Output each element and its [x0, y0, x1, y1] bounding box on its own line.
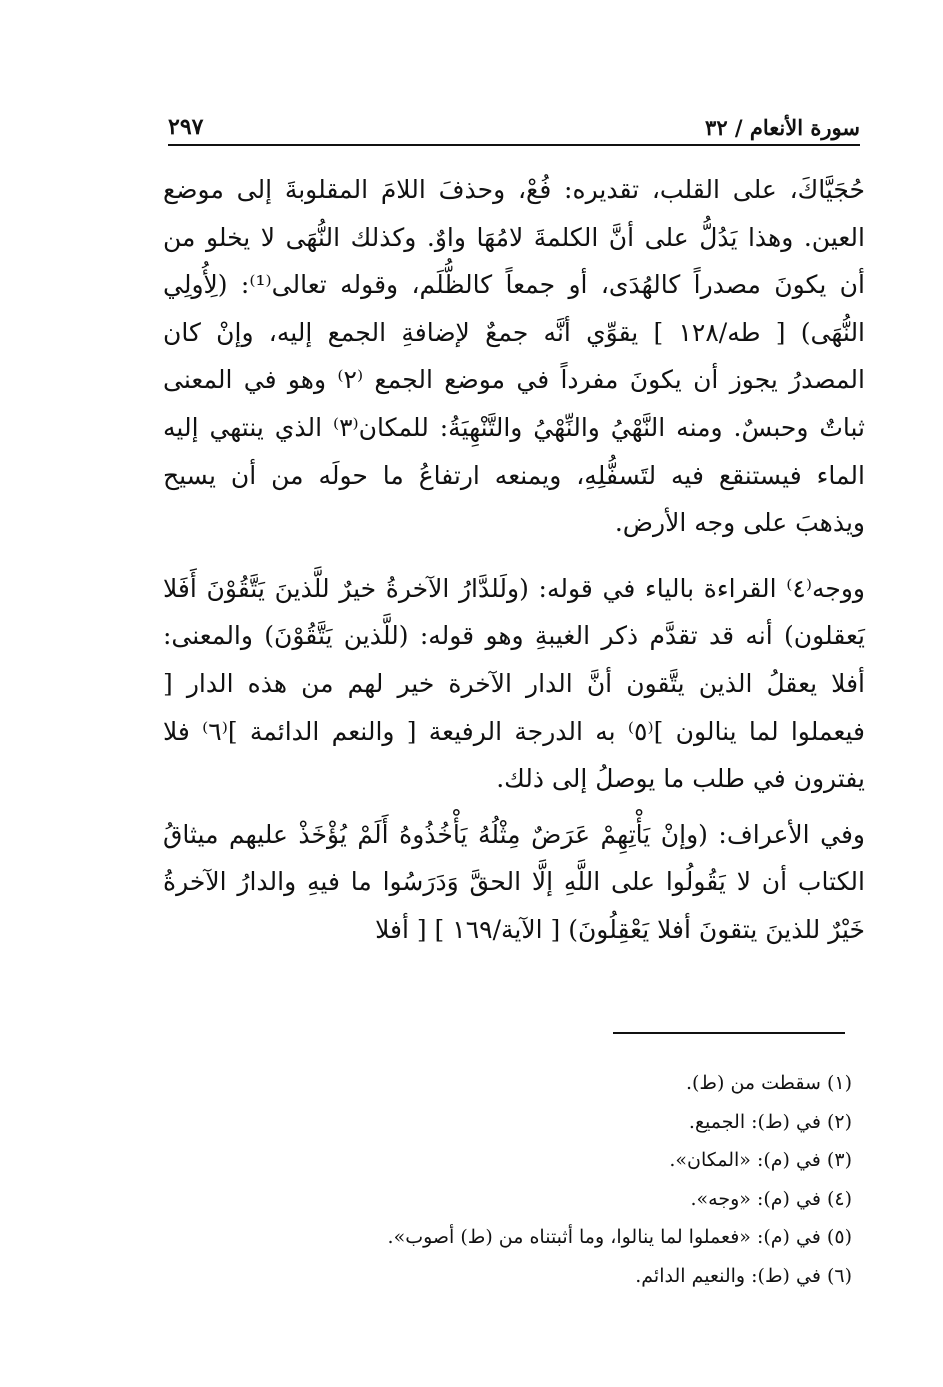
footnote-3: (٣) في (م): «المكان».: [669, 1149, 852, 1171]
paragraph-2: ووجه⁽٤⁾ القراءة بالياء في قوله: (ولَلدَّارُ الآخرةُ خيرٌ للَّذينَ يَتَّقُوْنَ أَفَلا يَعقلون) أنه قد تقدَّم ذكر الغيبةِ وهو قوله: (للَّذين يَتَّقُوْنَ) والمعنى: أفلا يعقلُ الذين يتَّقون أنَّ الدار الآخرة خير لهم من هذه الدار [ فيعملوا لما ينالون ]⁽٥⁾ به الدرجة الرفيعة [ والنعم الدائمة ]⁽٦⁾ فلا يفترون في طلب ما يوصلُ إلى ذلك.: [163, 573, 865, 794]
footnote-separator: [613, 1032, 845, 1034]
running-title: سورة الأنعام / ٣٢: [705, 115, 860, 140]
footnote-6: (٦) في (ط): والنعيم الدائم.: [635, 1264, 852, 1287]
footnotes-list: [230, 1064, 852, 1295]
paragraph-3: وفي الأعراف: (وإنْ يَأْتِهِمْ عَرَضٌ مِثْلُهُ يَأْخُذُوهُ أَلَمْ يُؤْخَذْ عليهم ميثاقُ الكتاب أن لا يَقُولُوا على اللَّهِ إلَّا الحقَّ وَدَرَسُوا ما فيهِ والدارُ الآخرةُ خَيْرٌ للذينَ يتقونَ أفلا يَعْقِلُونَ) [ الآية/١٦٩ ] [ أفلا: [163, 819, 865, 944]
footnote-1: (١) سقطت من (ط).: [685, 1072, 852, 1094]
footnote-2: (٢) في (ط): الجميع.: [688, 1110, 852, 1133]
footnote-5: (٥) في (م): «فعملوا لما ينالوا، وما أثبتناه من (ط) أصوب».: [387, 1226, 852, 1248]
page-header: [168, 106, 860, 146]
page-number: ٢٩٧: [168, 114, 204, 140]
main-text: [163, 166, 865, 954]
footnote-4: (٤) في (م): «وجه».: [690, 1187, 852, 1210]
header-rule: [168, 144, 860, 146]
paragraph-1: حُجَيَّاكَ، على القلب، تقديره: فُعْ، وحذفَ اللامَ المقلوبةَ إلى موضع العين. وهذا يَدُلُّ على أنَّ الكلمةَ لامُهَا واوٌ. وكذلك النُّهَى لا يخلو من أن يكونَ مصدراً كالهُدَى، أو جمعاً كالظُّلَم، وقوله تعالى⁽¹⁾: (لِأُولِي النُّهَى) [ طه/١٢٨ ] يقوِّي أنَّه جمعٌ لإضافةِ الجمع إليه، وإنْ كان المصدرُ يجوز أن يكونَ مفرداً في موضع الجمع ⁽٢⁾ وهو في المعنى ثباتٌ وحبسٌ. ومنه النَّهْيُ والنِّهْيُ والتَّنْهِيَةُ: للمكان⁽٣⁾ الذي ينتهي إليه الماء فيستنقع فيه لتَسفُّلِهِ، ويمنعه ارتفاعُ ما حولَه من أن يسيح ويذهبَ على وجه الأرض.: [163, 175, 866, 538]
